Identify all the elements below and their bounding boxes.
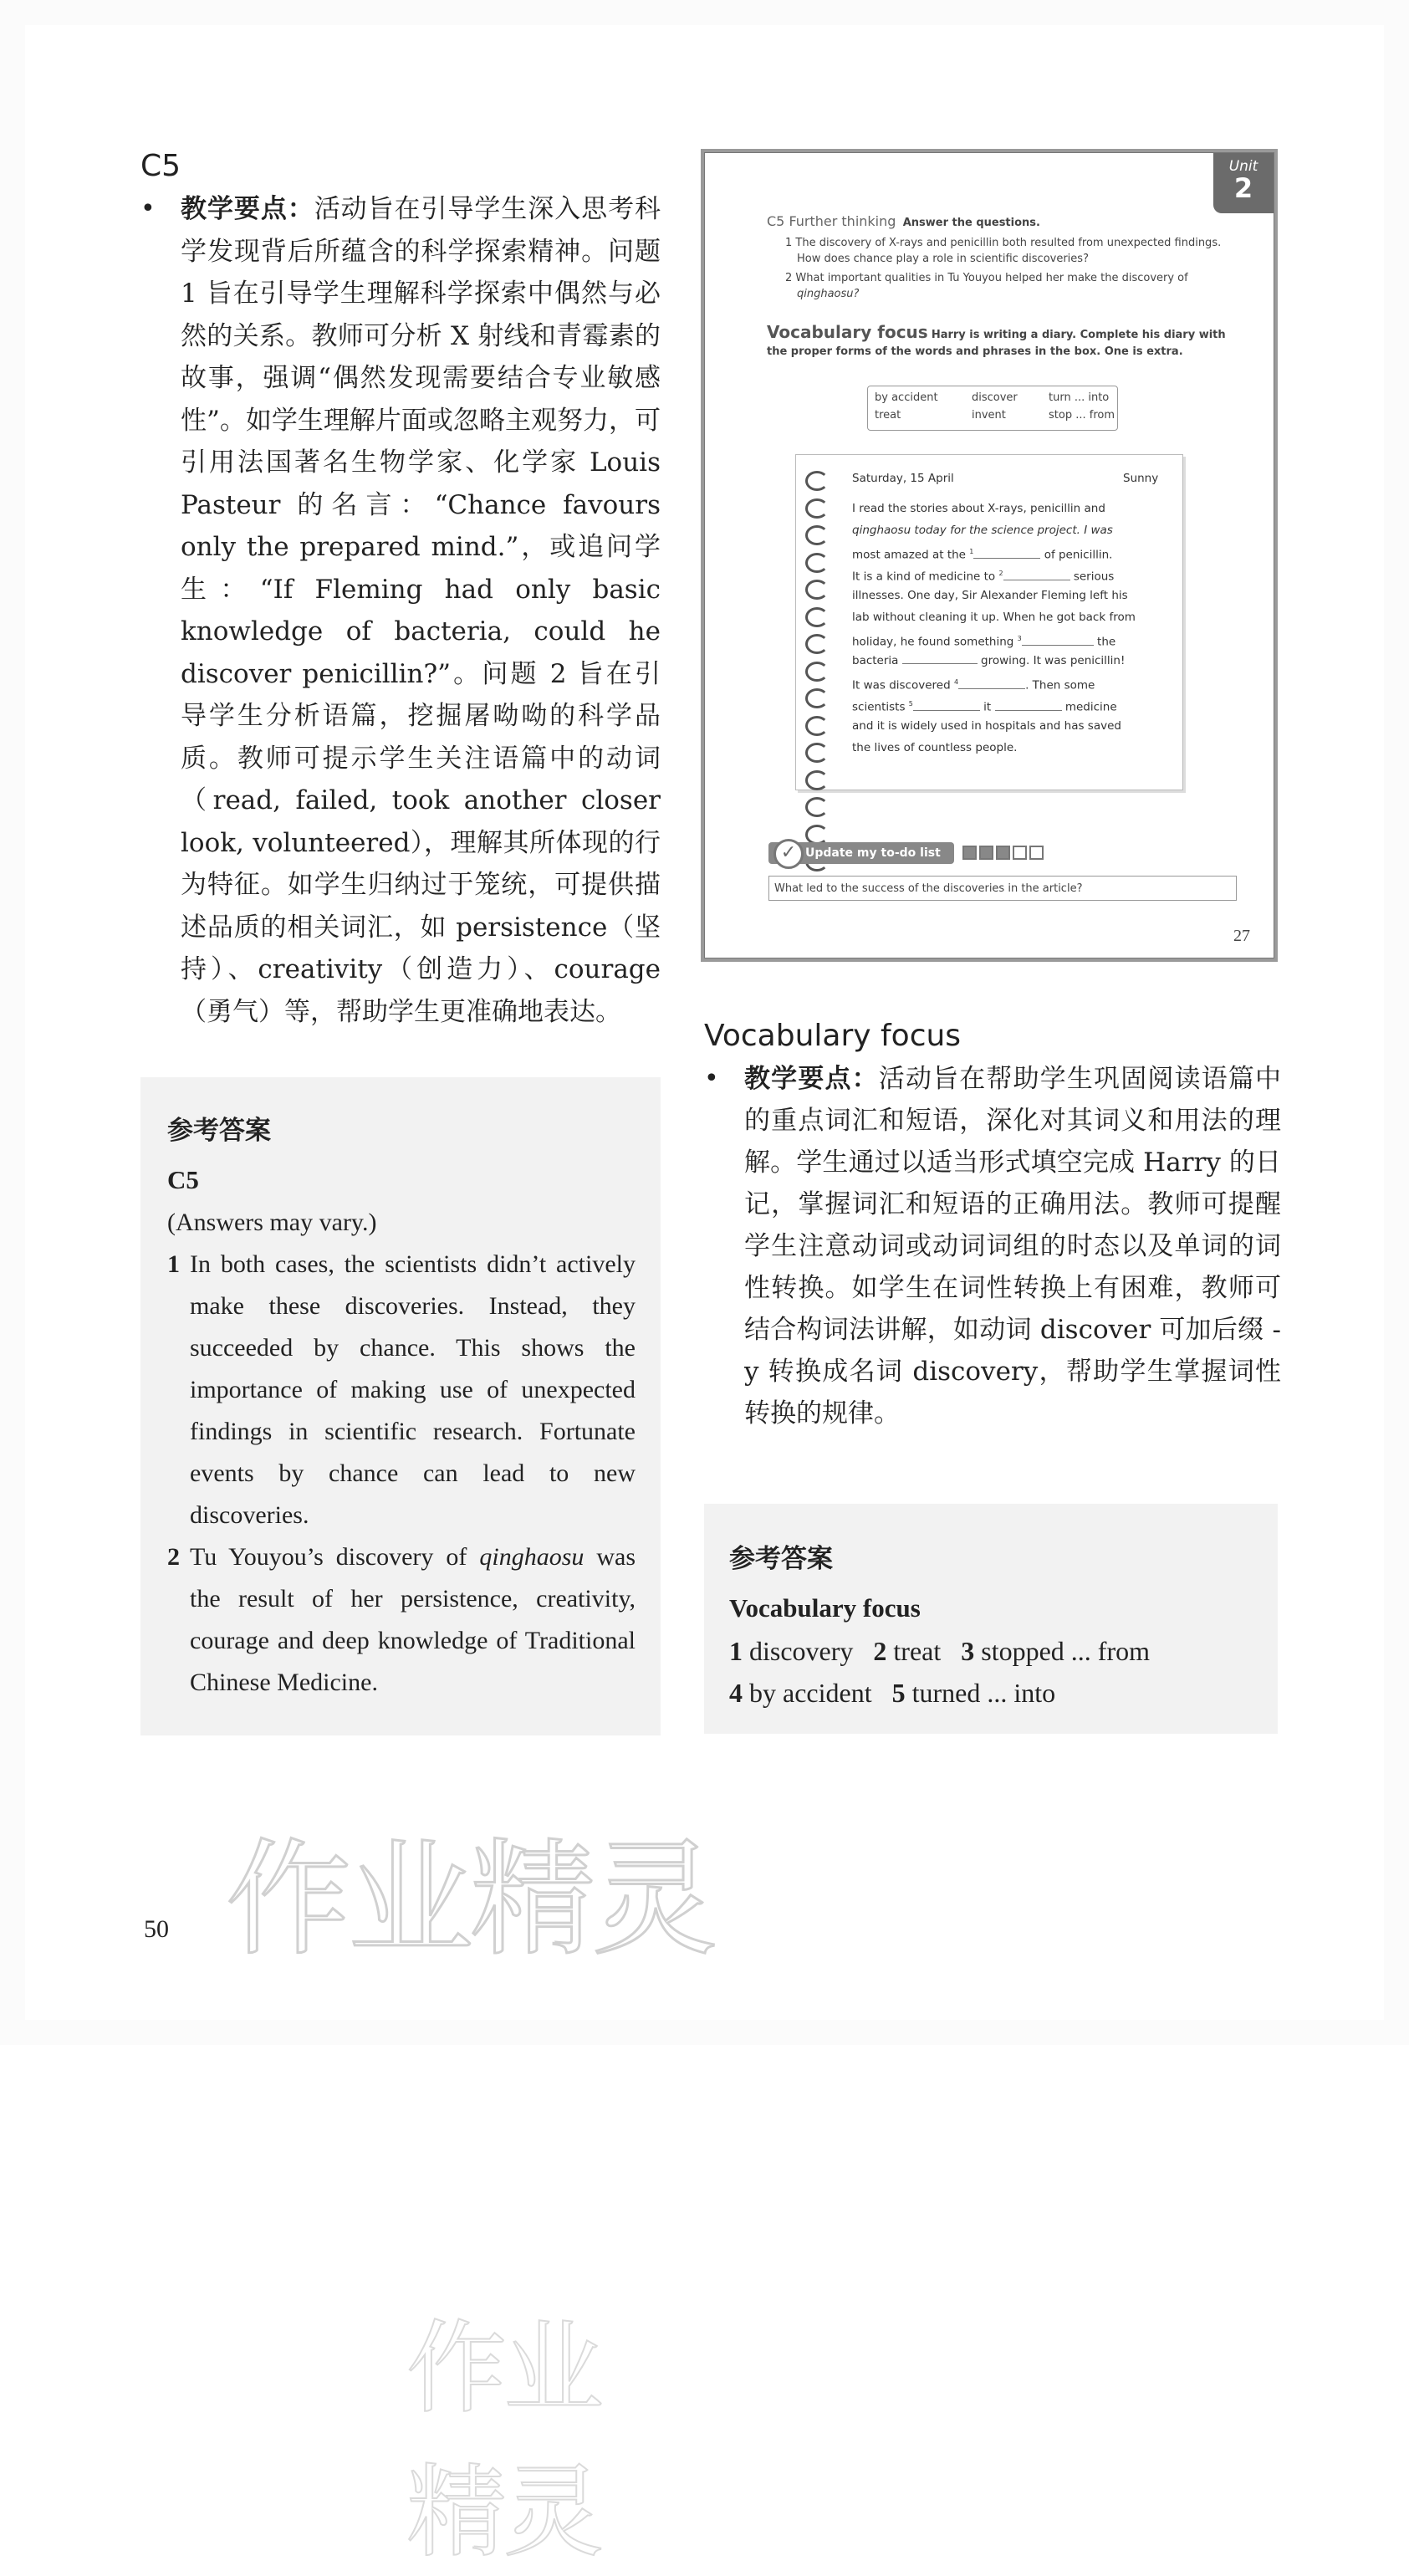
c5-further-thinking: C5 Further thinking Answer the questions. [767,213,1040,229]
diary-line: I read the stories about X-rays, penicillin and [852,502,1105,515]
answer-text: In both cases, the scientists didn’t actively make these discoveries. Instead, they succeeded by chance. This shows the importance of making use of unexpected findings in scientific research. Fortunate events by chance can lead to new discoveries. [190,1250,636,1529]
vocab-answers-row: 4 by accident 5 turned ... into [729,1678,1056,1708]
answer-item [167,1536,636,1704]
c5-heading: C5 [140,149,181,183]
answers-title: 参考答案 [167,1116,271,1146]
answer-item [167,1244,636,1536]
unit-tab: Unit 2 [1213,153,1274,213]
bullet: • [704,1064,719,1093]
bullet: • [140,194,156,223]
c5-bullet-block [140,188,661,1033]
todo-question: What led to the success of the discoveries in the article? [768,876,1237,901]
progress-square-filled [979,846,993,860]
vocab-focus-instr: the proper forms of the words and phrases in the box. One is extra. [767,345,1183,358]
diary-weather: Sunny [1123,472,1159,485]
question-1b: How does chance play a role in scientific discoveries? [797,253,1089,265]
word-box: by accident discover turn ... into treat invent stop ... from [867,386,1118,431]
left-column [140,149,661,1033]
answers-sub: C5 [167,1165,199,1194]
progress-square-empty [1013,846,1027,860]
todo-bar [768,842,1237,866]
diary-line: It is a kind of medicine to $^2$ serious [852,570,1115,584]
question-2b: qinghaosu? [797,288,860,300]
vocab-answers-row: 1 discovery 2 treat 3 stopped ... from [729,1636,1150,1666]
progress-square-empty [1029,846,1044,860]
diary-line: scientists $^5$ it medicine [852,700,1117,714]
vocab-body: 活动旨在帮助学生巩固阅读语篇中的重点词汇和短语，深化对其词义和用法的理解。学生通过以适当形式填空完成 Harry 的日记，掌握词汇和短语的正确用法。教师可提醒学生注意动词或动词词组的时态以及单词的词性转换。如学生在词性转换上有困难，教师可结合构词法讲解，如动词 discover 可加后缀 -y 转换成名词 discovery，帮助学生掌握词性转换的规律。 [744,1064,1282,1429]
todo-label: Update my to-do list [768,842,954,864]
diary-line: lab without cleaning it up. When he got back from [852,611,1136,624]
textbook-page-number: 27 [1233,927,1250,945]
answer-num: 1 [167,1250,180,1278]
diary-rings [805,471,830,879]
answers-title: 参考答案 [729,1544,833,1574]
diary-line: It was discovered $^4$ . Then some [852,678,1095,693]
watermark-faint: 作业精灵 [406,2311,600,2571]
progress-square-filled [962,846,977,860]
vocab-focus-heading: Vocabulary focus [704,1019,962,1053]
teaching-points-label: 教学要点： [744,1064,879,1094]
textbook-page [704,152,1274,958]
right-column [704,1019,1281,1434]
vocab-focus-title: Vocabulary focus Harry is writing a diary. Complete his diary with [767,322,1226,342]
diary-line: qinghaosu today for the science project. I was [852,524,1113,537]
vocab-teaching-points [744,1058,1281,1434]
question-1a: 1 The discovery of X-rays and penicillin both resulted from unexpected findings. [785,237,1222,249]
check-icon: ✓ [773,839,804,869]
progress-square-filled [996,846,1010,860]
vocab-answer-box [704,1504,1278,1734]
diary-date: Saturday, 15 April [852,472,954,485]
diary-line: most amazed at the $^1$ of penicillin. [852,548,1113,562]
c5-body: 活动旨在引导学生深入思考科学发现背后所蕴含的科学探索精神。问题 1 旨在引导学生理解科学探索中偶然与必然的关系。教师可分析 X 射线和青霉素的故事，强调“偶然发现需要结合专业敏感性”。如学生理解片面或忽略主观努力，可引用法国著名生物学家、化学家 Louis Pasteur 的名言：“Chance favours only the prepared mind.”，或追问学生：“If Fleming had only basic knowledge of bacteria, could he discover penicillin?”。问题 2 旨在引导学生分析语篇，挖掘屠呦呦的科学品质。教师可提示学生关注语篇中的动词（read, failed, took another closer look, volunteered），理解其所体现的行为特征。如学生归纳过于笼统，可提供描述品质的相关词汇，如 persistence（坚持）、creativity（创造力）、courage（勇气）等，帮助学生更准确地表达。 [181,194,661,1027]
textbook-page-image [701,149,1278,962]
vocab-bullet-block [704,1058,1281,1434]
diary-line: illnesses. One day, Sir Alexander Fleming left his [852,589,1128,602]
diary-line: the lives of countless people. [852,741,1018,754]
page-number: 50 [144,1915,169,1943]
c5-teaching-points [181,188,661,1033]
teaching-points-label: 教学要点： [181,194,314,224]
diary-line: and it is widely used in hospitals and has saved [852,719,1121,733]
diary-line: holiday, he found something $^3$ the [852,635,1116,649]
answer-text: Tu Youyou’s discovery of qinghaosu was the result of her persistence, creativity, courage and deep knowledge of Traditional Chinese Medicine. [190,1543,636,1696]
answers-note: (Answers may vary.) [167,1209,377,1236]
watermark: 作业精灵 [226,1827,715,1973]
question-2a: 2 What important qualities in Tu Youyou helped her make the discovery of [785,272,1188,284]
diary-line: bacteria growing. It was penicillin! [852,654,1126,667]
answers-sub: Vocabulary focus [729,1593,921,1623]
answer-num: 2 [167,1543,180,1571]
